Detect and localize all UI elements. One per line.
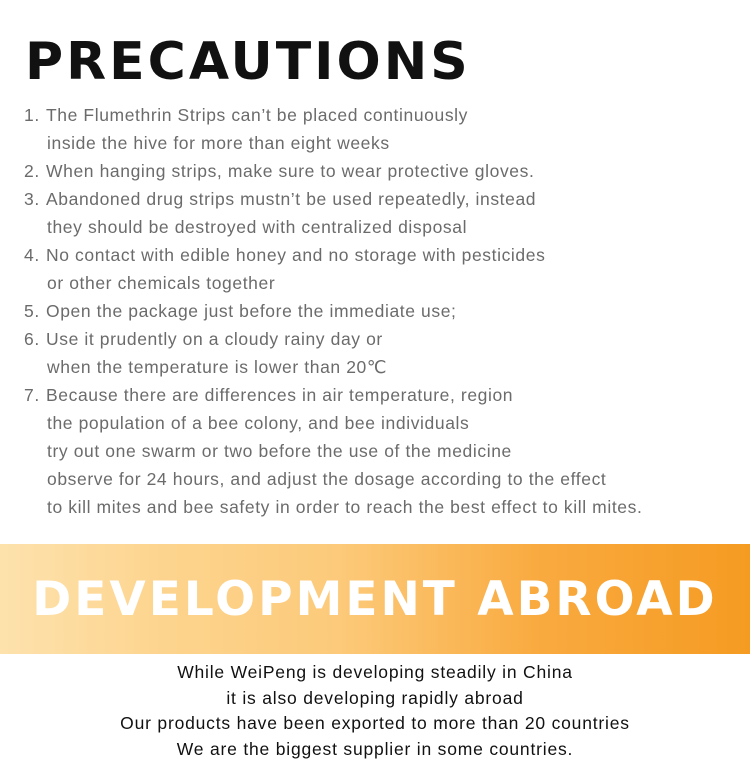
item-number: 2. [24, 161, 40, 181]
item-line: or other chemicals together [47, 273, 276, 293]
item-number: 5. [24, 301, 40, 321]
item-line: When hanging strips, make sure to wear protective gloves. [46, 161, 535, 181]
item-number: 6. [24, 329, 40, 349]
item-line: the population of a bee colony, and bee individuals [47, 413, 470, 433]
item-line: to kill mites and bee safety in order to reach the best effect to kill mites. [47, 497, 643, 517]
development-banner [0, 544, 750, 654]
precaution-item [24, 185, 739, 241]
precautions-title: PRECAUTIONS [25, 32, 471, 92]
development-line: While WeiPeng is developing steadily in China [177, 662, 573, 682]
development-title: DEVELOPMENT ABROAD [32, 571, 718, 627]
item-line: inside the hive for more than eight weeks [47, 133, 390, 153]
item-number: 7. [24, 385, 40, 405]
item-line: when the temperature is lower than 20℃ [47, 357, 388, 377]
precaution-item [24, 325, 739, 381]
item-line: The Flumethrin Strips can’t be placed continuously [46, 105, 469, 125]
item-line: Abandoned drug strips mustn’t be used repeatedly, instead [46, 189, 537, 209]
item-line: try out one swarm or two before the use of the medicine [47, 441, 512, 461]
item-number: 4. [24, 245, 40, 265]
item-line: Use it prudently on a cloudy rainy day or [46, 329, 383, 349]
precaution-item [24, 241, 739, 297]
precaution-item [24, 157, 739, 185]
development-line: We are the biggest supplier in some countries. [176, 738, 574, 759]
development-text [0, 660, 750, 762]
precaution-item [24, 381, 739, 521]
precautions-list [24, 101, 739, 521]
item-line: Because there are differences in air temperature, region [46, 385, 514, 405]
item-number: 1. [24, 105, 40, 125]
item-line: Open the package just before the immediate use; [46, 301, 457, 321]
item-line: observe for 24 hours, and adjust the dosage according to the effect [47, 469, 607, 489]
item-line: No contact with edible honey and no storage with pesticides [46, 245, 546, 265]
development-line: it is also developing rapidly abroad [226, 687, 524, 708]
item-line: they should be destroyed with centralized disposal [47, 217, 468, 237]
precaution-item [24, 101, 739, 157]
development-line: Our products have been exported to more than 20 countries [120, 713, 630, 733]
item-number: 3. [24, 189, 40, 209]
precaution-item [24, 297, 739, 325]
